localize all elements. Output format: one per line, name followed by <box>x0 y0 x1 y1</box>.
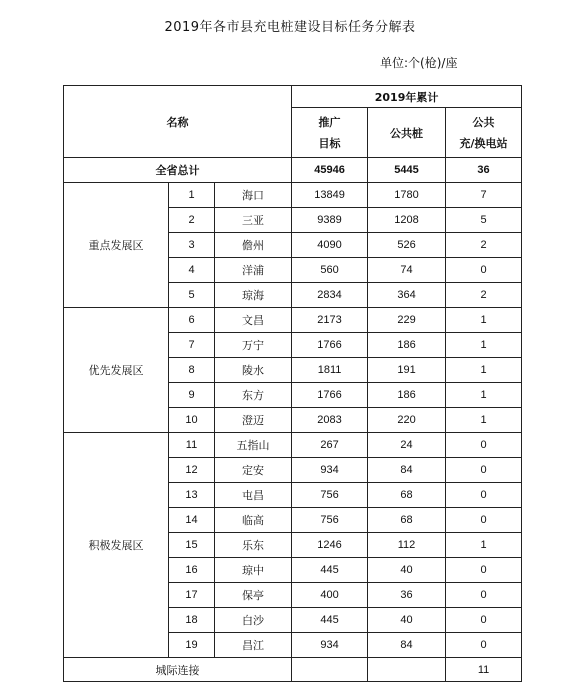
city-name-cell: 临高 <box>215 508 292 533</box>
city-name-cell: 五指山 <box>215 433 292 458</box>
header-period-cell: 2019年累计 <box>292 86 522 108</box>
promo-target-cell: 445 <box>292 608 368 633</box>
row-number-cell: 9 <box>169 383 215 408</box>
swap-station-cell: 0 <box>446 558 522 583</box>
city-name-cell: 洋浦 <box>215 258 292 283</box>
row-number-cell: 19 <box>169 633 215 658</box>
public-pile-cell: 68 <box>368 508 446 533</box>
header-public-cell: 公共桩 <box>368 108 446 158</box>
row-number-cell: 8 <box>169 358 215 383</box>
promo-target-cell: 2173 <box>292 308 368 333</box>
public-pile-cell: 40 <box>368 608 446 633</box>
group-name-cell: 优先发展区 <box>64 308 169 433</box>
promo-target-cell: 13849 <box>292 183 368 208</box>
promo-target-cell: 1766 <box>292 383 368 408</box>
swap-station-cell: 1 <box>446 333 522 358</box>
row-number-cell: 17 <box>169 583 215 608</box>
promo-target-cell: 2083 <box>292 408 368 433</box>
intercity-promo <box>292 658 368 682</box>
promo-target-cell: 4090 <box>292 233 368 258</box>
header-promo-line1: 推广 <box>318 115 341 129</box>
city-name-cell: 屯昌 <box>215 483 292 508</box>
table-row <box>64 308 522 333</box>
promo-target-cell: 267 <box>292 433 368 458</box>
row-number-cell: 11 <box>169 433 215 458</box>
row-number-cell: 14 <box>169 508 215 533</box>
unit-note: 单位:个(枪)/座 <box>380 56 458 70</box>
city-name-cell: 儋州 <box>215 233 292 258</box>
row-number-cell: 5 <box>169 283 215 308</box>
swap-station-cell: 1 <box>446 408 522 433</box>
promo-target-cell: 9389 <box>292 208 368 233</box>
promo-target-cell: 756 <box>292 483 368 508</box>
row-number-cell: 12 <box>169 458 215 483</box>
public-pile-cell: 24 <box>368 433 446 458</box>
table-row <box>64 183 522 208</box>
group-name-cell: 积极发展区 <box>64 433 169 658</box>
public-pile-cell: 112 <box>368 533 446 558</box>
swap-station-cell: 0 <box>446 433 522 458</box>
row-number-cell: 1 <box>169 183 215 208</box>
row-number-cell: 6 <box>169 308 215 333</box>
promo-target-cell: 934 <box>292 458 368 483</box>
target-table <box>63 85 522 682</box>
row-number-cell: 15 <box>169 533 215 558</box>
swap-station-cell: 1 <box>446 358 522 383</box>
swap-station-cell: 0 <box>446 633 522 658</box>
intercity-row <box>64 658 522 682</box>
public-pile-cell: 191 <box>368 358 446 383</box>
header-row-1 <box>64 86 522 108</box>
swap-station-cell: 1 <box>446 308 522 333</box>
promo-target-cell: 934 <box>292 633 368 658</box>
total-swap: 36 <box>446 158 522 183</box>
public-pile-cell: 84 <box>368 458 446 483</box>
public-pile-cell: 74 <box>368 258 446 283</box>
public-pile-cell: 1780 <box>368 183 446 208</box>
public-pile-cell: 526 <box>368 233 446 258</box>
public-pile-cell: 364 <box>368 283 446 308</box>
intercity-swap: 11 <box>446 658 522 682</box>
swap-station-cell: 0 <box>446 583 522 608</box>
public-pile-cell: 186 <box>368 383 446 408</box>
header-swap-line2: 充/换电站 <box>459 136 508 150</box>
swap-station-cell: 0 <box>446 483 522 508</box>
row-number-cell: 16 <box>169 558 215 583</box>
row-number-cell: 13 <box>169 483 215 508</box>
swap-station-cell: 5 <box>446 208 522 233</box>
row-number-cell: 10 <box>169 408 215 433</box>
public-pile-cell: 229 <box>368 308 446 333</box>
swap-station-cell: 7 <box>446 183 522 208</box>
promo-target-cell: 756 <box>292 508 368 533</box>
row-number-cell: 3 <box>169 233 215 258</box>
document-title: 2019年各市县充电桩建设目标任务分解表 <box>164 20 416 35</box>
row-number-cell: 4 <box>169 258 215 283</box>
header-promo-line2: 目标 <box>318 136 341 150</box>
swap-station-cell: 0 <box>446 608 522 633</box>
city-name-cell: 三亚 <box>215 208 292 233</box>
total-public: 5445 <box>368 158 446 183</box>
public-pile-cell: 68 <box>368 483 446 508</box>
city-name-cell: 琼海 <box>215 283 292 308</box>
city-name-cell: 乐东 <box>215 533 292 558</box>
promo-target-cell: 1766 <box>292 333 368 358</box>
header-promo-cell <box>292 108 368 158</box>
group-name-cell: 重点发展区 <box>64 183 169 308</box>
city-name-cell: 澄迈 <box>215 408 292 433</box>
intercity-label: 城际连接 <box>64 658 292 682</box>
swap-station-cell: 0 <box>446 458 522 483</box>
intercity-public <box>368 658 446 682</box>
city-name-cell: 定安 <box>215 458 292 483</box>
promo-target-cell: 1811 <box>292 358 368 383</box>
public-pile-cell: 1208 <box>368 208 446 233</box>
city-name-cell: 文昌 <box>215 308 292 333</box>
swap-station-cell: 1 <box>446 383 522 408</box>
total-label: 全省总计 <box>64 158 292 183</box>
public-pile-cell: 40 <box>368 558 446 583</box>
swap-station-cell: 0 <box>446 508 522 533</box>
promo-target-cell: 400 <box>292 583 368 608</box>
table-row <box>64 433 522 458</box>
swap-station-cell: 2 <box>446 233 522 258</box>
city-name-cell: 昌江 <box>215 633 292 658</box>
promo-target-cell: 1246 <box>292 533 368 558</box>
promo-target-cell: 2834 <box>292 283 368 308</box>
swap-station-cell: 2 <box>446 283 522 308</box>
header-name-cell: 名称 <box>64 86 292 158</box>
city-name-cell: 保亭 <box>215 583 292 608</box>
row-number-cell: 7 <box>169 333 215 358</box>
city-name-cell: 琼中 <box>215 558 292 583</box>
public-pile-cell: 220 <box>368 408 446 433</box>
total-promo: 45946 <box>292 158 368 183</box>
promo-target-cell: 560 <box>292 258 368 283</box>
promo-target-cell: 445 <box>292 558 368 583</box>
total-row <box>64 158 522 183</box>
city-name-cell: 万宁 <box>215 333 292 358</box>
header-swap-cell <box>446 108 522 158</box>
city-name-cell: 东方 <box>215 383 292 408</box>
public-pile-cell: 84 <box>368 633 446 658</box>
swap-station-cell: 0 <box>446 258 522 283</box>
city-name-cell: 陵水 <box>215 358 292 383</box>
city-name-cell: 白沙 <box>215 608 292 633</box>
row-number-cell: 18 <box>169 608 215 633</box>
swap-station-cell: 1 <box>446 533 522 558</box>
public-pile-cell: 36 <box>368 583 446 608</box>
public-pile-cell: 186 <box>368 333 446 358</box>
header-swap-line1: 公共 <box>472 115 495 129</box>
row-number-cell: 2 <box>169 208 215 233</box>
city-name-cell: 海口 <box>215 183 292 208</box>
